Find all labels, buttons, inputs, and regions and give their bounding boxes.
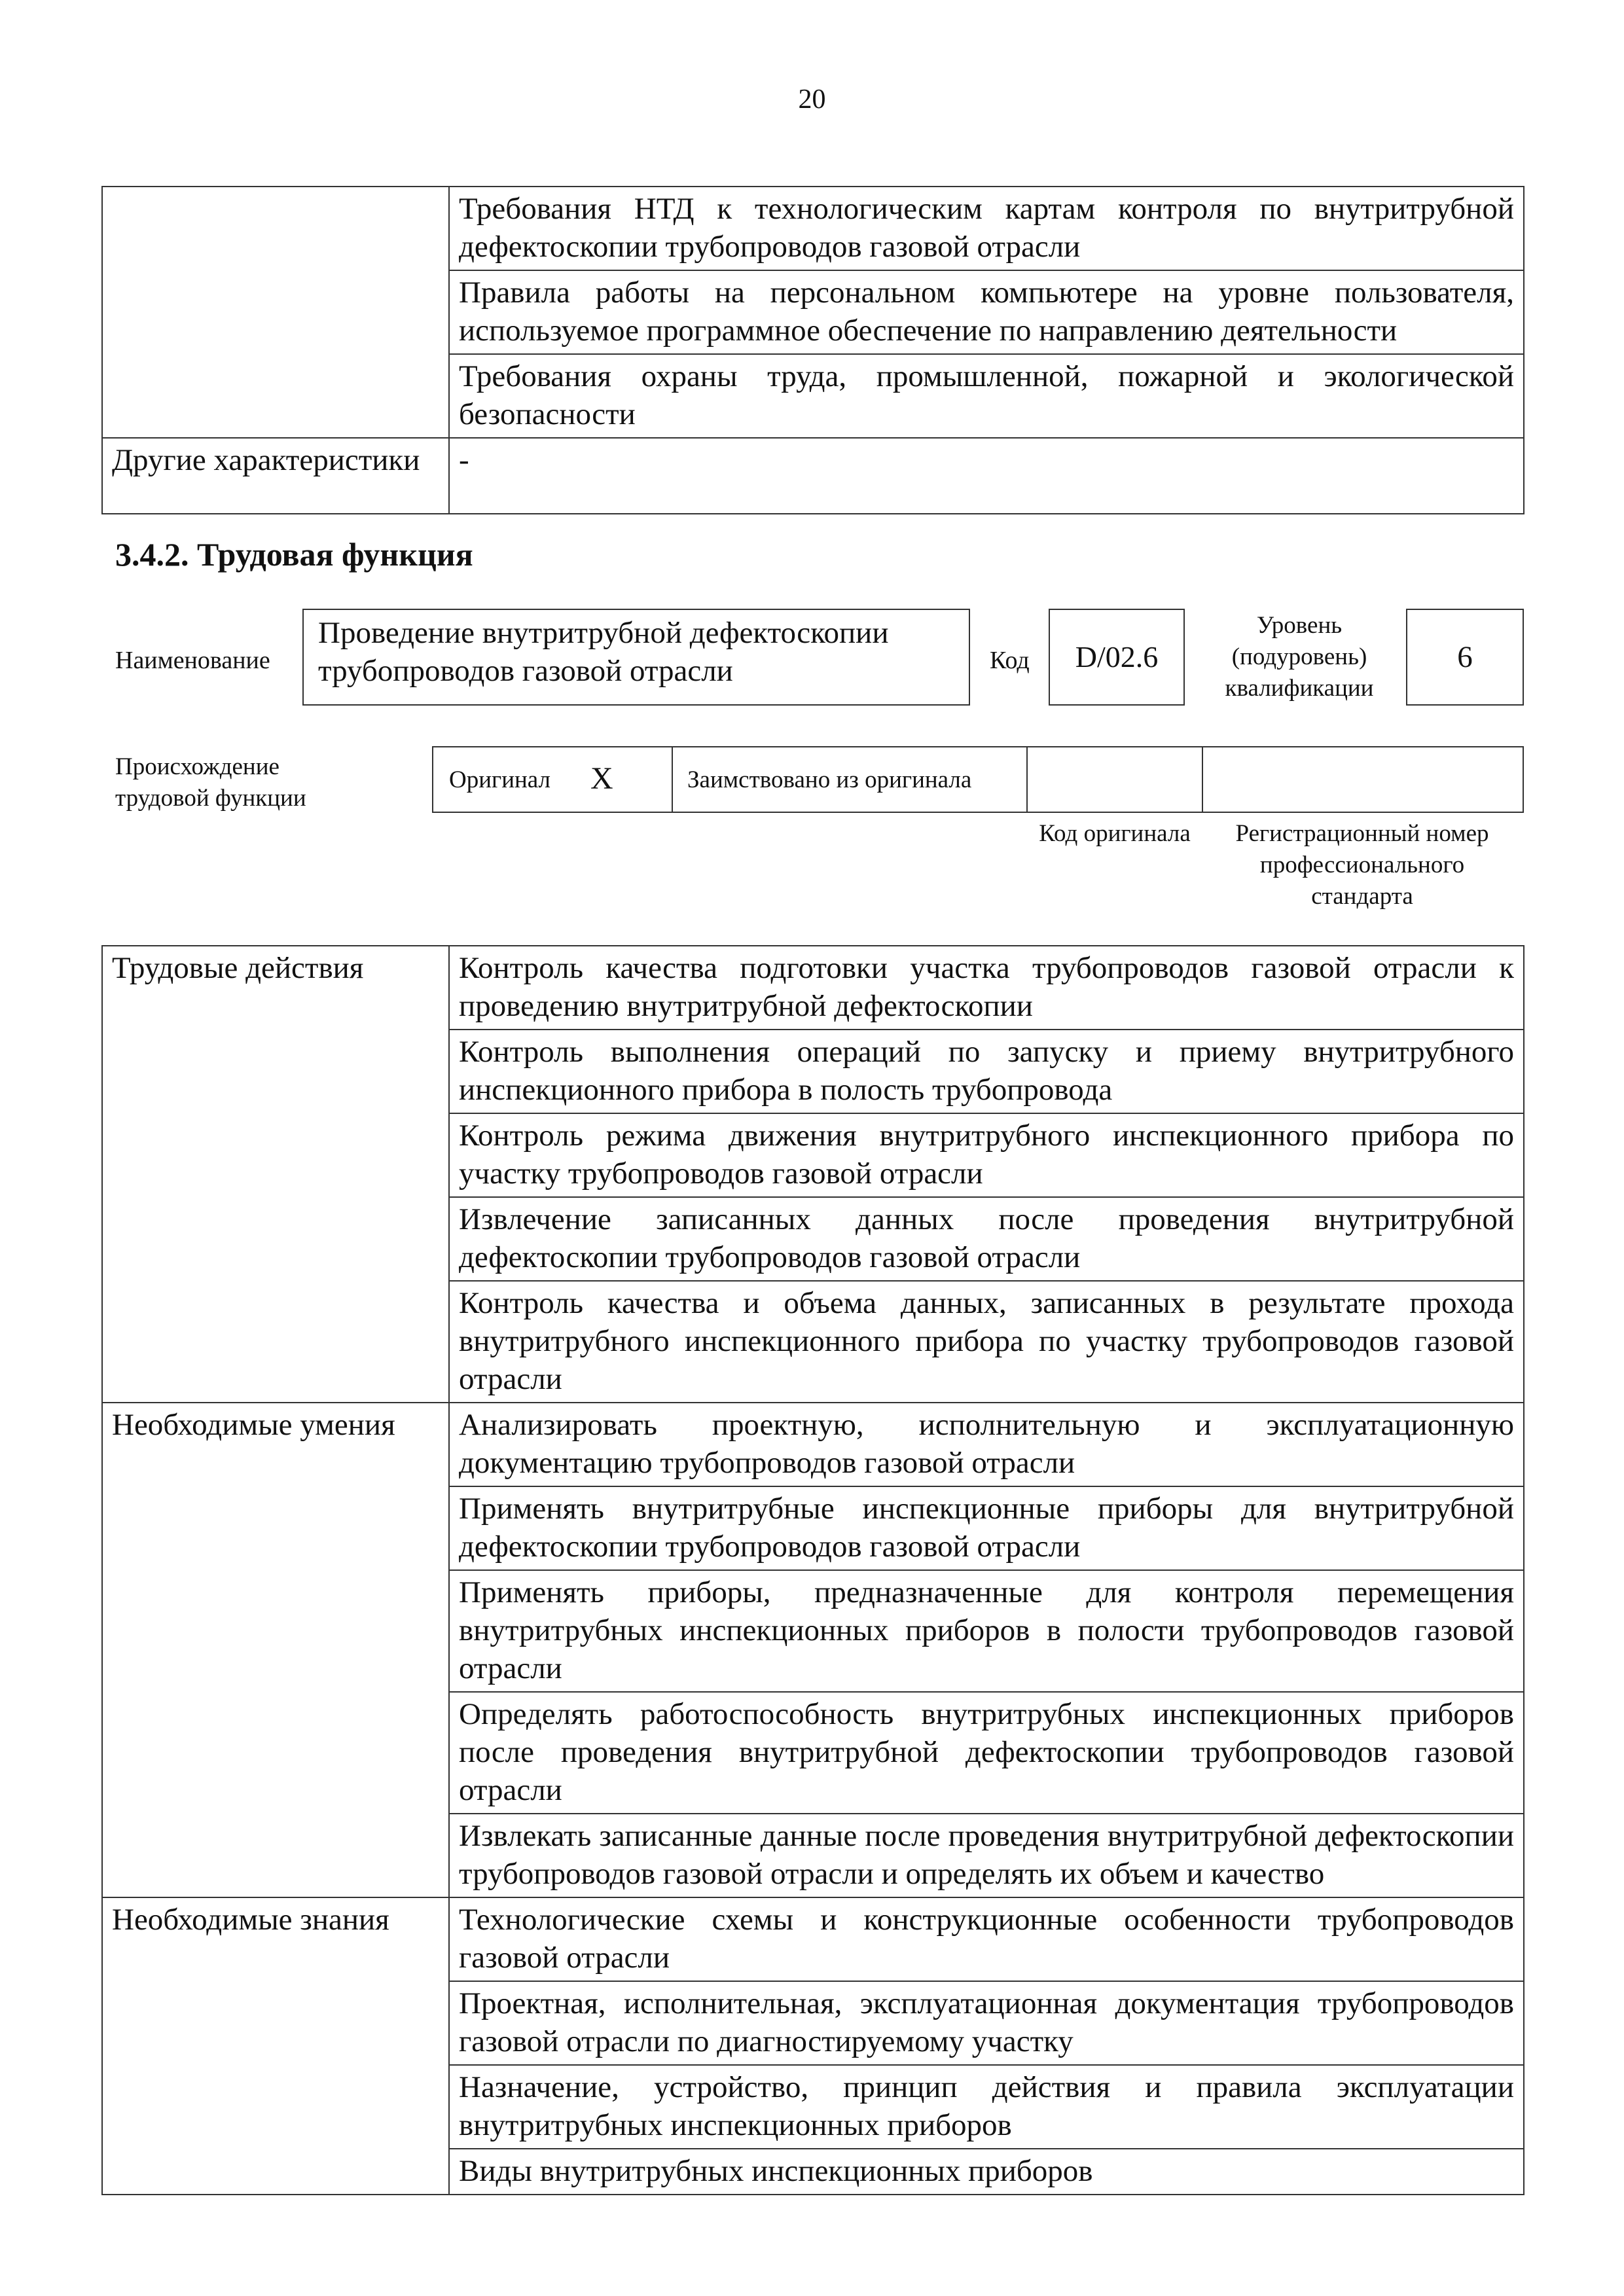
table-cell: Применять приборы, предназначенные для контроля перемещения внутритрубных инспекционных приборов в полости трубопроводов газовой отрасли <box>449 1570 1524 1692</box>
table-cell: Контроль качества и объема данных, записанных в результате прохода внутритрубного инспекционного прибора по участку трубопроводов газовой отрасли <box>449 1281 1524 1403</box>
function-name-value: Проведение внутритрубной дефектоскопии трубопроводов газовой отрасли <box>318 616 889 688</box>
table-cell: Контроль выполнения операций по запуску и приему внутритрубного инспекционного прибора в полость трубопровода <box>449 1030 1524 1113</box>
level-value: 6 <box>1457 640 1473 674</box>
table-row <box>102 438 1524 514</box>
origin-label: Происхождение трудовой функции <box>115 753 306 812</box>
original-mark: X <box>590 761 613 796</box>
table-cell: Назначение, устройство, принцип действия и правила эксплуатации внутритрубных инспекционных приборов <box>449 2065 1524 2149</box>
reg-number-cell <box>1203 747 1523 812</box>
section-title: 3.4.2. Трудовая функция <box>115 536 473 573</box>
table-cell: Извлечение записанных данных после проведения внутритрубной дефектоскопии трубопроводов газовой отрасли <box>449 1197 1524 1281</box>
row-label <box>102 187 449 438</box>
table-cell: Требования НТД к технологическим картам контроля по внутритрубной дефектоскопии трубопроводов газовой отрасли <box>449 187 1524 270</box>
level-box <box>1406 609 1524 706</box>
main-table <box>101 945 1525 2195</box>
table-cell: Виды внутритрубных инспекционных приборов <box>449 2149 1524 2195</box>
table-cell: Проектная, исполнительная, эксплуатационная документация трубопроводов газовой отрасли по диагностируемому участку <box>449 1981 1524 2065</box>
row-label: Другие характеристики <box>102 438 449 514</box>
code-original-caption: Код оригинала <box>1039 820 1191 847</box>
page-number: 20 <box>798 84 826 115</box>
top-table <box>101 186 1525 514</box>
code-value: D/02.6 <box>1075 640 1159 673</box>
group-label: Необходимые знания <box>102 1897 449 2195</box>
origin-table <box>432 746 1524 813</box>
table-cell: - <box>449 438 1524 514</box>
table-cell: Требования охраны труда, промышленной, пожарной и экологической безопасности <box>449 354 1524 438</box>
code-original-cell <box>1028 747 1203 812</box>
borrowed-label: Заимствовано из оригинала <box>687 766 972 793</box>
table-cell: Применять внутритрубные инспекционные приборы для внутритрубной дефектоскопии трубопроводов газовой отрасли <box>449 1486 1524 1570</box>
code-label: Код <box>990 647 1030 674</box>
table-cell: Анализировать проектную, исполнительную и эксплуатационную документацию трубопроводов газовой отрасли <box>449 1403 1524 1486</box>
function-name-box <box>302 609 970 706</box>
table-row <box>102 1897 1524 1981</box>
name-label: Наименование <box>115 647 270 674</box>
original-cell <box>433 747 673 812</box>
group-label: Трудовые действия <box>102 946 449 1403</box>
group-label: Необходимые умения <box>102 1403 449 1897</box>
table-cell: Технологические схемы и конструкционные особенности трубопроводов газовой отрасли <box>449 1897 1524 1981</box>
table-row <box>102 1403 1524 1486</box>
table-row <box>102 187 1524 270</box>
table-cell: Правила работы на персональном компьютере на уровне пользователя, используемое программное обеспечение по направлению деятельности <box>449 270 1524 354</box>
table-cell: Определять работоспособность внутритрубных инспекционных приборов после проведения внутритрубной дефектоскопии трубопроводов газовой отрасли <box>449 1692 1524 1814</box>
original-label: Оригинал <box>449 766 551 793</box>
reg-number-caption: Регистрационный номер профессионального стандарта <box>1235 820 1489 910</box>
code-box <box>1049 609 1185 706</box>
table-cell: Извлекать записанные данные после проведения внутритрубной дефектоскопии трубопроводов газовой отрасли и определять их объем и качество <box>449 1814 1524 1897</box>
level-label: Уровень (подуровень) квалификации <box>1225 612 1374 702</box>
borrowed-cell <box>673 747 1028 812</box>
table-cell: Контроль качества подготовки участка трубопроводов газовой отрасли к проведению внутритрубной дефектоскопии <box>449 946 1524 1030</box>
table-row <box>102 946 1524 1030</box>
table-cell: Контроль режима движения внутритрубного инспекционного прибора по участку трубопроводов газовой отрасли <box>449 1113 1524 1197</box>
